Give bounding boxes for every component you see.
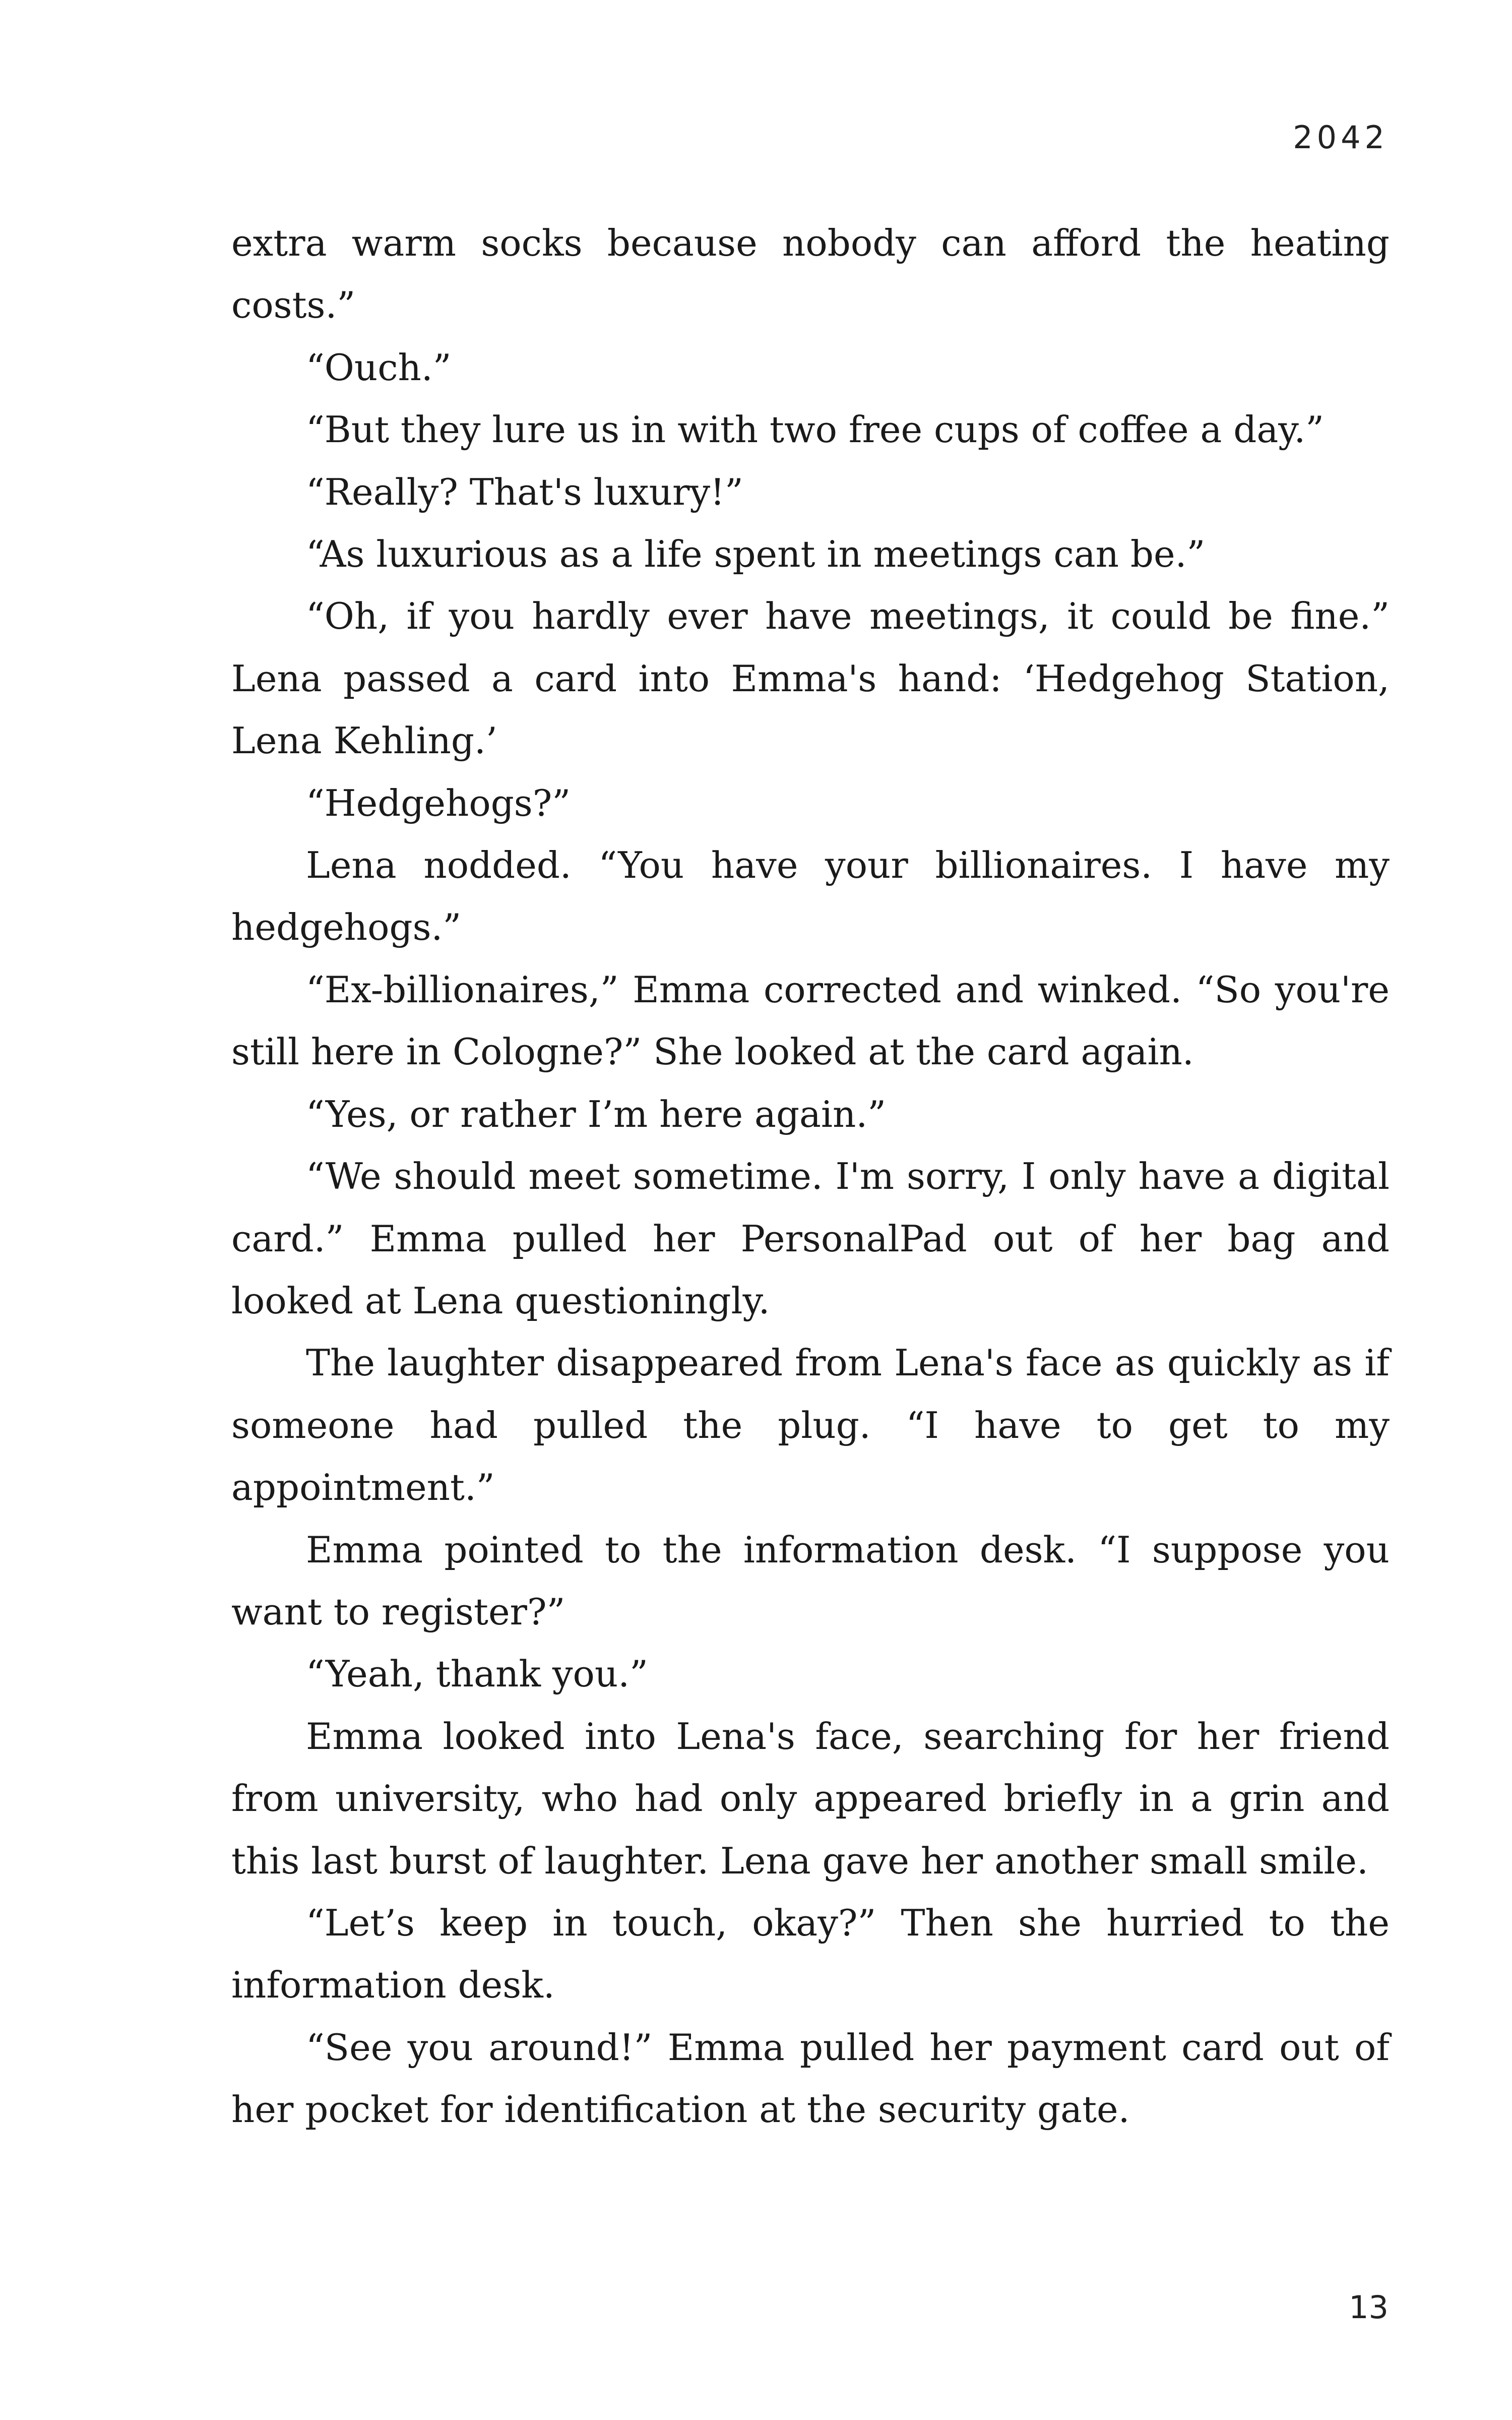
page-number: 13	[1349, 2289, 1389, 2326]
paragraph: “Really? That's luxury!”	[306, 470, 743, 513]
body-text	[231, 212, 1390, 2141]
paragraph: “Yeah, thank you.”	[306, 1653, 648, 1696]
paragraph: “Ouch.”	[306, 346, 452, 389]
paragraph: “As luxurious as a life spent in meetings can be.”	[306, 533, 1206, 576]
paragraph: “Let’s keep in touch, okay?” Then she hurried to the information desk.	[231, 1901, 1390, 2007]
paragraph: Emma pointed to the information desk. “I suppose you want to register?”	[231, 1528, 1390, 1633]
running-head: 2042	[1293, 119, 1389, 156]
paragraph: “We should meet sometime. I'm sorry, I only have a digital card.” Emma pulled her PersonalPad out of her bag and looked at Lena questioningly.	[231, 1155, 1390, 1322]
paragraph: “See you around!” Emma pulled her payment card out of her pocket for identification at the security gate.	[231, 2026, 1390, 2131]
paragraph: “Hedgehogs?”	[306, 781, 571, 824]
paragraph: Lena nodded. “You have your billionaires. I have my hedgehogs.”	[231, 844, 1390, 949]
paragraph: “Ex-billionaires,” Emma corrected and winked. “So you're still here in Cologne?” She looked at the card again.	[231, 968, 1390, 1073]
paragraph: extra warm socks because nobody can afford the heating costs.”	[231, 222, 1390, 327]
paragraph: The laughter disappeared from Lena's face as quickly as if someone had pulled the plug. “I have to get to my appointment.”	[231, 1342, 1390, 1509]
paragraph: Emma looked into Lena's face, searching for her friend from university, who had only appeared briefly in a grin and this last burst of laughter. Lena gave her another small smile.	[231, 1715, 1390, 1882]
paragraph: “But they lure us in with two free cups of coffee a day.”	[306, 408, 1325, 451]
paragraph: “Oh, if you hardly ever have meetings, it could be fine.” Lena passed a card into Emma's hand: ‘Hedgehog Station, Lena Kehling.’	[231, 595, 1390, 762]
paragraph: “Yes, or rather I’m here again.”	[306, 1093, 887, 1135]
